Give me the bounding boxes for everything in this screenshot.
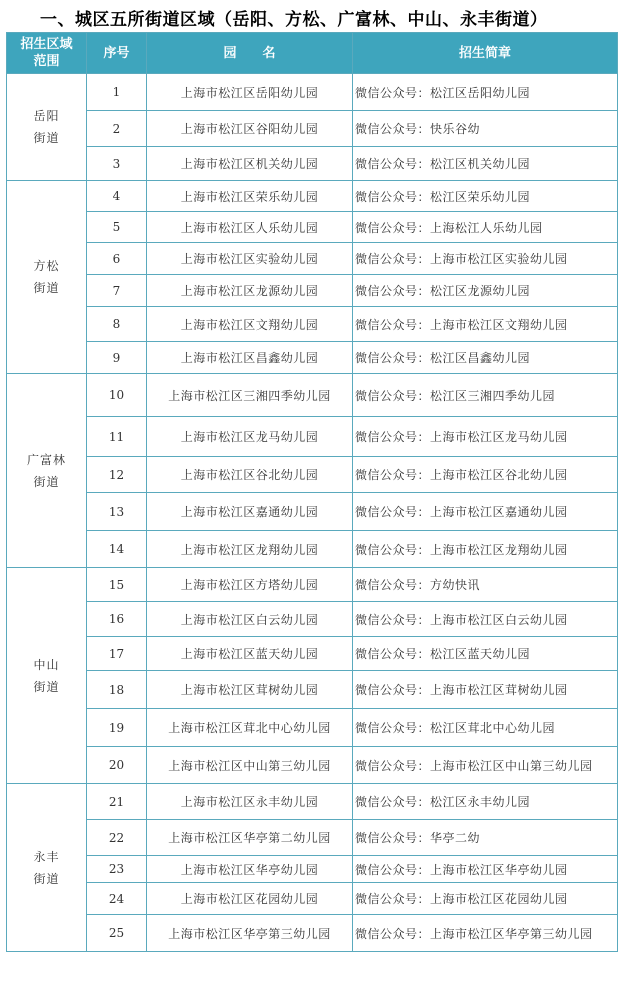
kindergarten-name: 上海市松江区昌鑫幼儿园 [147, 342, 353, 374]
table-row [7, 820, 618, 856]
wechat-account: 微信公众号：上海市松江区白云幼儿园 [353, 602, 618, 637]
row-number: 12 [87, 457, 147, 493]
kindergarten-name: 上海市松江区机关幼儿园 [147, 147, 353, 181]
kindergarten-name: 上海市松江区荣乐幼儿园 [147, 181, 353, 212]
table-row [7, 637, 618, 671]
region-cell [7, 74, 87, 181]
header-name: 园 名 [147, 33, 353, 74]
row-number: 8 [87, 307, 147, 342]
table-row [7, 671, 618, 709]
table-row [7, 374, 618, 417]
row-number: 7 [87, 275, 147, 307]
table-row [7, 243, 618, 275]
row-number: 3 [87, 147, 147, 181]
region-cell [7, 181, 87, 374]
header-region [7, 33, 87, 74]
row-number: 5 [87, 212, 147, 243]
wechat-account: 微信公众号：上海市松江区龙翔幼儿园 [353, 531, 618, 568]
row-number: 9 [87, 342, 147, 374]
header-region-label: 招生区域 范围 [20, 37, 73, 69]
table-row [7, 457, 618, 493]
table-row [7, 74, 618, 111]
row-number: 15 [87, 568, 147, 602]
kindergarten-name: 上海市松江区谷阳幼儿园 [147, 111, 353, 147]
kindergarten-name: 上海市松江区华亭第三幼儿园 [147, 915, 353, 952]
row-number: 11 [87, 417, 147, 457]
kindergarten-name: 上海市松江区方塔幼儿园 [147, 568, 353, 602]
wechat-account: 微信公众号：华亭二幼 [353, 820, 618, 856]
region-label: 方松 街道 [33, 259, 60, 295]
kindergarten-name: 上海市松江区龙源幼儿园 [147, 275, 353, 307]
wechat-account: 微信公众号：方幼快讯 [353, 568, 618, 602]
wechat-account: 微信公众号：上海市松江区文翔幼儿园 [353, 307, 618, 342]
table-row [7, 493, 618, 531]
wechat-account: 微信公众号：上海市松江区实验幼儿园 [353, 243, 618, 275]
table-row [7, 568, 618, 602]
kindergarten-name: 上海市松江区茸北中心幼儿园 [147, 709, 353, 747]
kindergarten-name: 上海市松江区龙马幼儿园 [147, 417, 353, 457]
kindergarten-name: 上海市松江区蓝天幼儿园 [147, 637, 353, 671]
row-number: 13 [87, 493, 147, 531]
table-row [7, 784, 618, 820]
row-number: 20 [87, 747, 147, 784]
kindergarten-name: 上海市松江区花园幼儿园 [147, 883, 353, 915]
kindergarten-name: 上海市松江区白云幼儿园 [147, 602, 353, 637]
row-number: 23 [87, 856, 147, 883]
table-row [7, 915, 618, 952]
kindergarten-name: 上海市松江区人乐幼儿园 [147, 212, 353, 243]
kindergarten-name: 上海市松江区龙翔幼儿园 [147, 531, 353, 568]
region-label: 广富林 街道 [26, 452, 66, 489]
kindergarten-name: 上海市松江区永丰幼儿园 [147, 784, 353, 820]
wechat-account: 微信公众号：松江区荣乐幼儿园 [353, 181, 618, 212]
wechat-account: 微信公众号：松江区龙源幼儿园 [353, 275, 618, 307]
region-cell [7, 374, 87, 568]
row-number: 2 [87, 111, 147, 147]
wechat-account: 微信公众号：松江区蓝天幼儿园 [353, 637, 618, 671]
table-row [7, 181, 618, 212]
wechat-account: 微信公众号：上海市松江区华亭幼儿园 [353, 856, 618, 883]
table-row [7, 342, 618, 374]
wechat-account: 微信公众号：松江区机关幼儿园 [353, 147, 618, 181]
table-row [7, 747, 618, 784]
wechat-account: 微信公众号：上海松江人乐幼儿园 [353, 212, 618, 243]
wechat-account: 微信公众号：上海市松江区谷北幼儿园 [353, 457, 618, 493]
table-row [7, 147, 618, 181]
page-title: 一、城区五所街道区域（岳阳、方松、广富林、中山、永丰街道） [40, 10, 548, 30]
wechat-account: 微信公众号：上海市松江区嘉通幼儿园 [353, 493, 618, 531]
row-number: 14 [87, 531, 147, 568]
kindergarten-name: 上海市松江区华亭幼儿园 [147, 856, 353, 883]
wechat-account: 微信公众号：上海市松江区龙马幼儿园 [353, 417, 618, 457]
kindergarten-name: 上海市松江区茸树幼儿园 [147, 671, 353, 709]
enrollment-table [6, 32, 618, 952]
wechat-account: 微信公众号：快乐谷幼 [353, 111, 618, 147]
wechat-account: 微信公众号：上海市松江区中山第三幼儿园 [353, 747, 618, 784]
kindergarten-name: 上海市松江区华亭第二幼儿园 [147, 820, 353, 856]
wechat-account: 微信公众号：松江区昌鑫幼儿园 [353, 342, 618, 374]
header-number: 序号 [87, 33, 147, 74]
row-number: 1 [87, 74, 147, 111]
kindergarten-name: 上海市松江区三湘四季幼儿园 [147, 374, 353, 417]
row-number: 21 [87, 784, 147, 820]
row-number: 4 [87, 181, 147, 212]
wechat-account: 微信公众号：松江区茸北中心幼儿园 [353, 709, 618, 747]
table-row [7, 709, 618, 747]
row-number: 25 [87, 915, 147, 952]
region-cell [7, 784, 87, 952]
kindergarten-name: 上海市松江区岳阳幼儿园 [147, 74, 353, 111]
row-number: 24 [87, 883, 147, 915]
table-header-row [7, 33, 618, 74]
kindergarten-name: 上海市松江区文翔幼儿园 [147, 307, 353, 342]
table-row [7, 531, 618, 568]
region-label: 岳阳 街道 [33, 109, 60, 145]
region-label: 中山 街道 [33, 657, 60, 694]
wechat-account: 微信公众号：松江区三湘四季幼儿园 [353, 374, 618, 417]
row-number: 17 [87, 637, 147, 671]
table-row [7, 111, 618, 147]
table-row [7, 275, 618, 307]
table-row [7, 307, 618, 342]
row-number: 6 [87, 243, 147, 275]
row-number: 19 [87, 709, 147, 747]
table-row [7, 883, 618, 915]
table-body [7, 74, 618, 952]
row-number: 18 [87, 671, 147, 709]
kindergarten-name: 上海市松江区谷北幼儿园 [147, 457, 353, 493]
region-label: 永丰 街道 [33, 849, 60, 886]
kindergarten-name: 上海市松江区中山第三幼儿园 [147, 747, 353, 784]
wechat-account: 微信公众号：松江区永丰幼儿园 [353, 784, 618, 820]
wechat-account: 微信公众号：上海市松江区花园幼儿园 [353, 883, 618, 915]
table-row [7, 417, 618, 457]
wechat-account: 微信公众号：松江区岳阳幼儿园 [353, 74, 618, 111]
row-number: 16 [87, 602, 147, 637]
table-row [7, 212, 618, 243]
wechat-account: 微信公众号：上海市松江区茸树幼儿园 [353, 671, 618, 709]
wechat-account: 微信公众号：上海市松江区华亭第三幼儿园 [353, 915, 618, 952]
table-row [7, 602, 618, 637]
region-cell [7, 568, 87, 784]
header-channel: 招生简章 [353, 33, 618, 74]
row-number: 10 [87, 374, 147, 417]
row-number: 22 [87, 820, 147, 856]
kindergarten-name: 上海市松江区实验幼儿园 [147, 243, 353, 275]
table-row [7, 856, 618, 883]
kindergarten-name: 上海市松江区嘉通幼儿园 [147, 493, 353, 531]
